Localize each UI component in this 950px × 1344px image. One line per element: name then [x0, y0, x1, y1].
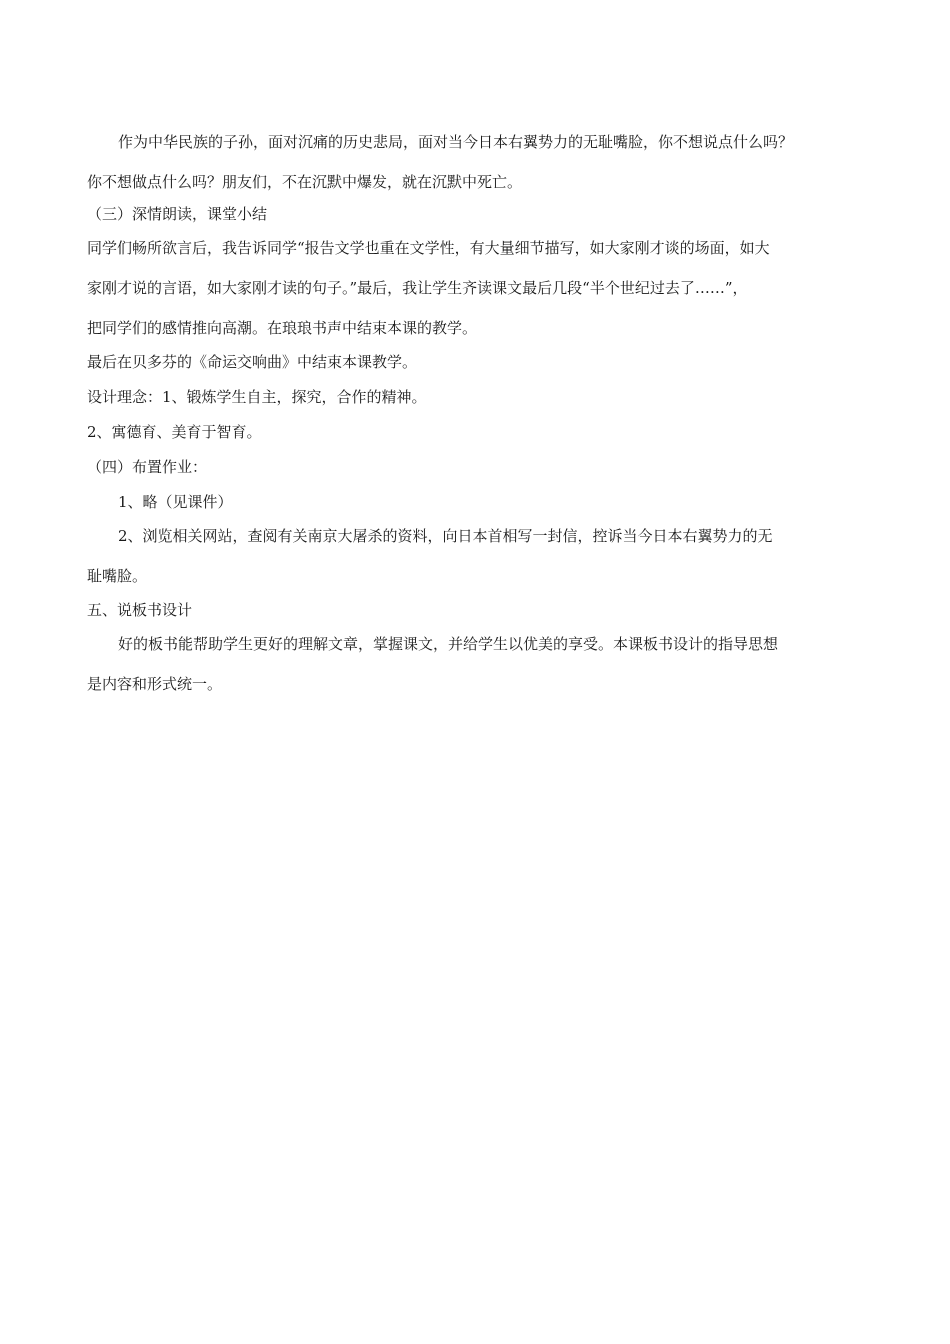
paragraph-line: 2、寓德育、美育于智育。	[87, 423, 262, 441]
paragraph-line: 你不想做点什么吗？朋友们，不在沉默中爆发，就在沉默中死亡。	[87, 173, 523, 191]
paragraph-line: 同学们畅所欲言后，我告诉同学“报告文学也重在文学性，有大量细节描写，如大家刚才谈的场面，如大	[87, 239, 770, 257]
document-body	[87, 124, 877, 702]
paragraph-line: 作为中华民族的子孙，面对沉痛的历史悲局，面对当今日本右翼势力的无耻嘴脸，你不想说点什么吗？	[118, 133, 794, 151]
paragraph-line: 设计理念：1、锻炼学生自主，探究，合作的精神。	[87, 388, 427, 406]
paragraph-line: 好的板书能帮助学生更好的理解文章，掌握课文，并给学生以优美的享受。本课板书设计的指导思想	[118, 635, 779, 653]
list-item: 2、浏览相关网站，查阅有关南京大屠杀的资料，向日本首相写一封信，控诉当今日本右翼势力的无	[118, 527, 773, 545]
paragraph-line: 把同学们的感情推向高潮。在琅琅书声中结束本课的教学。	[87, 319, 478, 337]
paragraph-line: 最后在贝多芬的《命运交响曲》中结束本课教学。	[87, 353, 418, 371]
list-item: 1、略（见课件）	[118, 493, 233, 511]
paragraph-line: 家刚才说的言语，如大家刚才读的句子。”最后，我让学生齐读课文最后几段“半个世纪过去了……”，	[87, 279, 748, 297]
paragraph-line: 是内容和形式统一。	[87, 675, 223, 693]
section-heading: （三）深情朗读，课堂小结	[87, 205, 268, 223]
section-heading: 五、说板书设计	[87, 601, 193, 619]
section-heading: （四）布置作业：	[87, 458, 208, 476]
paragraph-line: 耻嘴脸。	[87, 567, 148, 585]
